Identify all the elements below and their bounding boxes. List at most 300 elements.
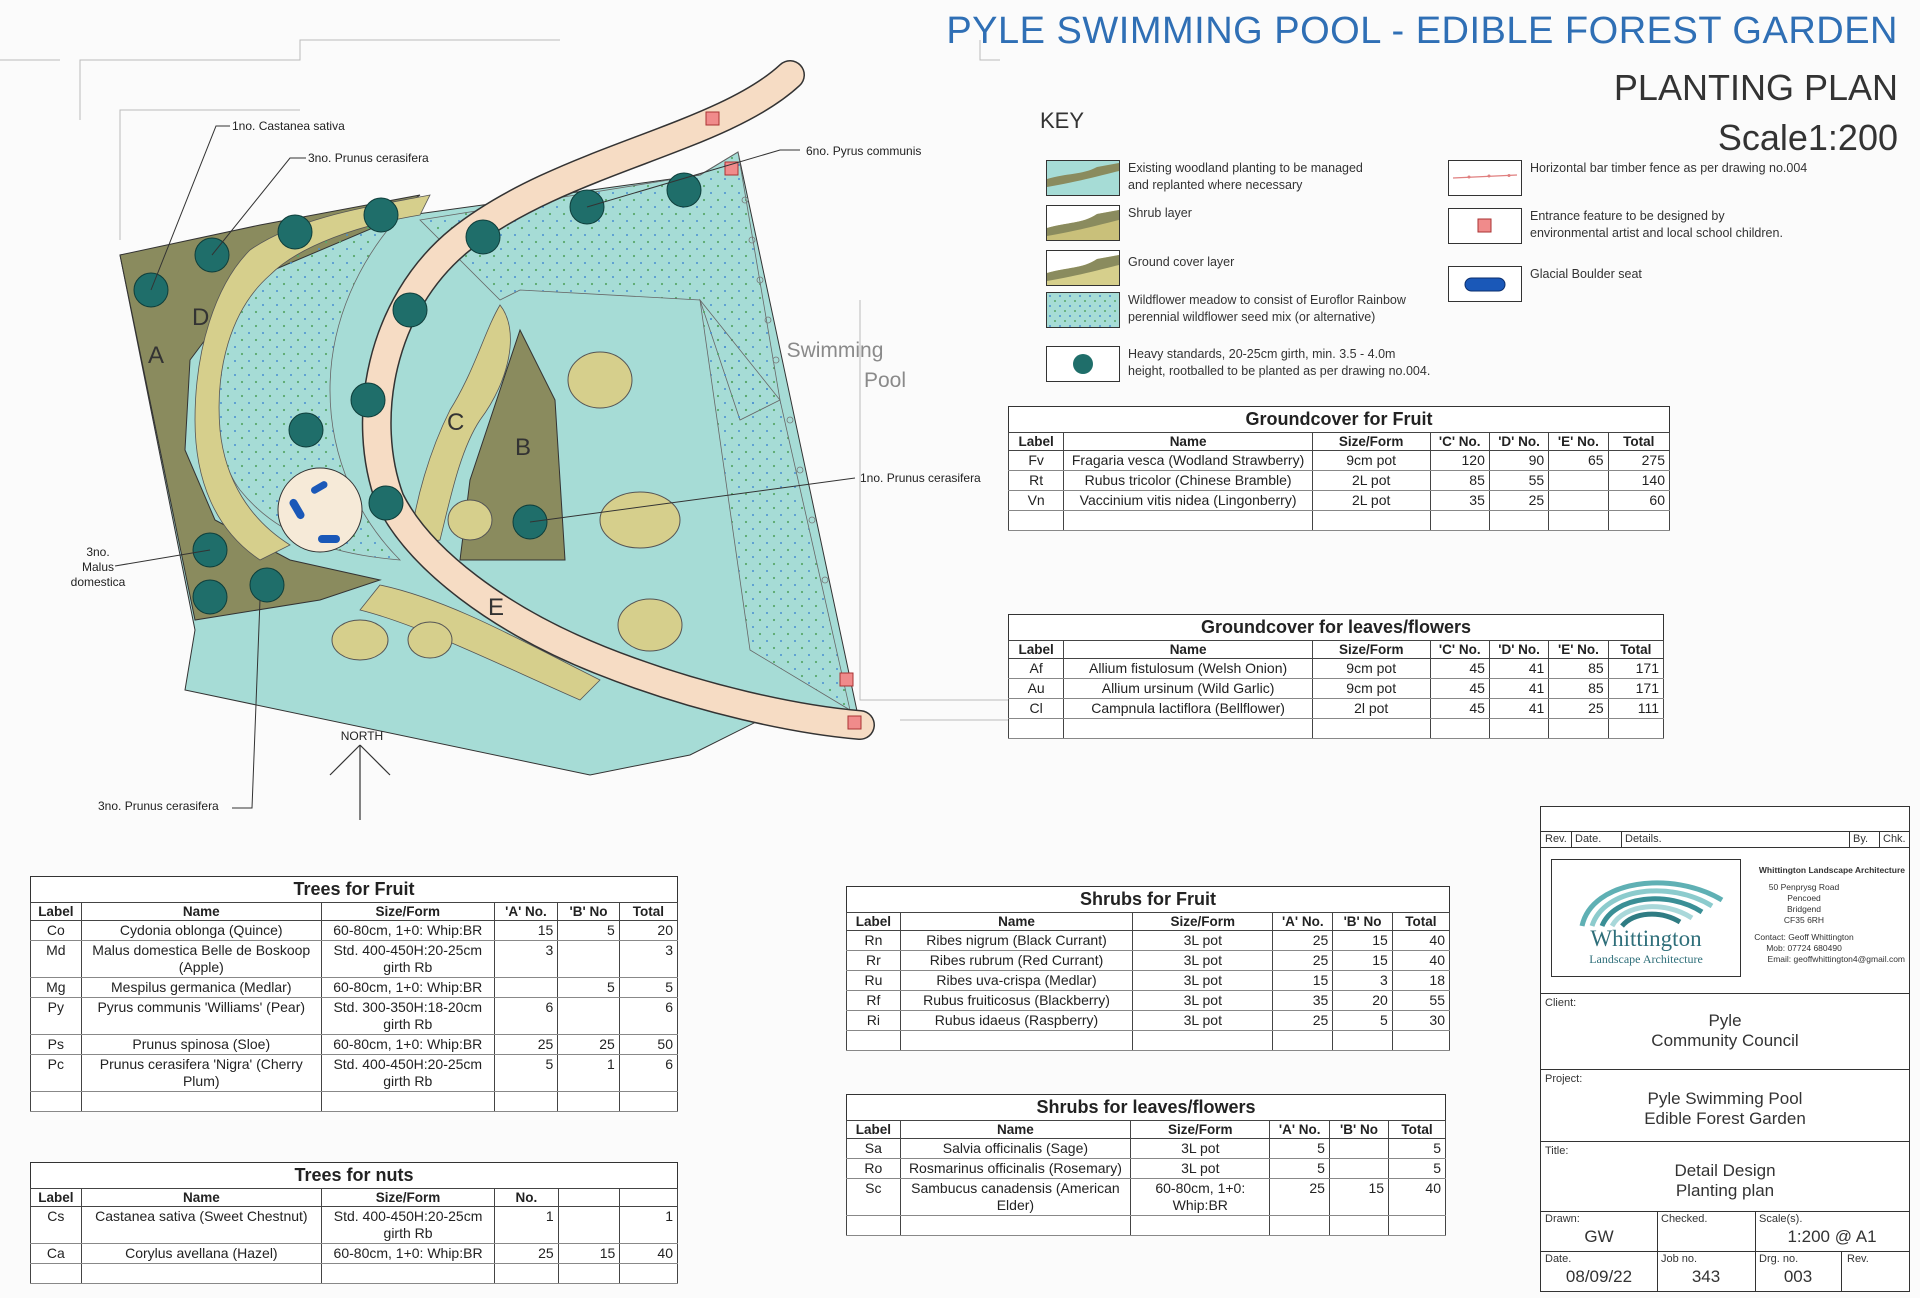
table-cell: 9cm pot — [1312, 451, 1430, 471]
table-cell: Std. 300-350H:18-20cm girth Rb — [321, 998, 494, 1035]
table-cell: 9cm pot — [1312, 659, 1430, 679]
key-item-woodland — [1046, 160, 1363, 196]
table-cell: Fv — [1009, 451, 1064, 471]
table-cell — [1329, 1139, 1388, 1159]
area-label-b: B — [515, 434, 532, 461]
table-cell: 85 — [1549, 659, 1608, 679]
table-cell: Sc — [847, 1179, 901, 1216]
table-cell — [1549, 491, 1608, 511]
table-cell: Std. 400-450H:20-25cm girth Rb — [321, 1055, 494, 1092]
table-cell: 60 — [1608, 491, 1669, 511]
table-cell: 9cm pot — [1312, 679, 1430, 699]
table-cell — [1312, 511, 1430, 531]
key-item-entrance — [1448, 208, 1783, 244]
col-header: Label — [31, 1189, 82, 1207]
address-line: Bridgend — [1786, 904, 1822, 914]
table-cell: 25 — [1270, 1179, 1330, 1216]
table-cell: 5 — [1270, 1159, 1330, 1179]
table-cell: Malus domestica Belle de Boskoop (Apple) — [81, 941, 321, 978]
key-swatch-fence — [1448, 160, 1522, 196]
area-label-e: E — [488, 594, 505, 621]
table-cell: Ribes nigrum (Black Currant) — [900, 931, 1132, 951]
table-cell: Md — [31, 941, 82, 978]
col-header: Label — [1009, 433, 1064, 451]
table-cell: 41 — [1489, 679, 1548, 699]
table-cell: Vaccinium vitis nidea (Lingonberry) — [1064, 491, 1313, 511]
key-text-standards-1: Heavy standards, 20-25cm girth, min. 3.5 - 4.0m — [1128, 347, 1396, 361]
table-cell — [321, 1092, 494, 1112]
table-cell — [900, 1031, 1132, 1051]
shrub-blob — [600, 492, 680, 548]
key-text-woodland-2: and replanted where necessary — [1128, 178, 1303, 192]
table-cell: 90 — [1489, 451, 1548, 471]
table-cell: 3L pot — [1131, 1139, 1270, 1159]
table-cell: 35 — [1430, 491, 1489, 511]
table-cell: 3L pot — [1133, 971, 1273, 991]
table-cell: 25 — [1489, 491, 1548, 511]
table-row — [847, 931, 1450, 951]
table-row — [31, 1055, 678, 1092]
date-label: Date. — [1545, 1253, 1572, 1265]
table-row — [1009, 511, 1670, 531]
table-cell: 5 — [1389, 1159, 1446, 1179]
shrub-blob — [448, 500, 492, 540]
table-shrubs-fruit — [846, 886, 1450, 1051]
table-row — [1009, 491, 1670, 511]
callout-pyrus: 6no. Pyrus communis — [806, 144, 922, 158]
project-name-2: Edible Forest Garden — [1644, 1109, 1806, 1128]
table-cell: 1 — [558, 1055, 620, 1092]
table-cell — [900, 1216, 1130, 1236]
table-cell: 45 — [1430, 659, 1489, 679]
rev-label: Rev. — [1847, 1253, 1869, 1265]
col-header — [558, 1189, 620, 1207]
client-label: Client: — [1545, 997, 1577, 1009]
table-cell: 25 — [494, 1035, 558, 1055]
table-cell — [558, 941, 620, 978]
table-cell: Rubus idaeus (Raspberry) — [900, 1011, 1132, 1031]
title-name-1: Detail Design — [1674, 1161, 1776, 1180]
client-name-2: Community Council — [1651, 1031, 1799, 1050]
table-cell: 50 — [619, 1035, 677, 1055]
drawn-label: Drawn: — [1545, 1213, 1580, 1225]
table-cell: 60-80cm, 1+0: Whip:BR — [321, 1035, 494, 1055]
col-header: Name — [1064, 433, 1313, 451]
table-row — [31, 1244, 678, 1264]
table-cell: 40 — [620, 1244, 678, 1264]
table-cell — [1430, 719, 1489, 739]
table-cell — [558, 1207, 620, 1244]
col-header: 'B' No — [1333, 913, 1393, 931]
callout-castanea: 1no. Castanea sativa — [232, 119, 345, 133]
entrance-feature — [706, 112, 719, 125]
table-cell — [81, 1264, 321, 1284]
table-cell — [1549, 471, 1608, 491]
table-cell: 2L pot — [1312, 471, 1430, 491]
table-cell: 1 — [620, 1207, 678, 1244]
table-cell — [1489, 719, 1548, 739]
table-cell: Fragaria vesca (Wodland Strawberry) — [1064, 451, 1313, 471]
key-item-fence — [1448, 160, 1807, 196]
callout-malus-2: Malus — [81, 560, 115, 574]
col-header: Size/Form — [1312, 433, 1430, 451]
key-text-standards-2: height, rootballed to be planted as per drawing no.004. — [1128, 364, 1431, 378]
callout-malus-1: 3no. — [86, 545, 110, 559]
north-arrow — [330, 745, 390, 820]
table-row — [31, 921, 678, 941]
table-cell: 275 — [1608, 451, 1669, 471]
table-cell: 20 — [1333, 991, 1393, 1011]
table-trees-nuts — [30, 1162, 678, 1284]
table-cell: 41 — [1489, 659, 1548, 679]
col-header: Total — [1392, 913, 1449, 931]
table-cell: 3L pot — [1131, 1159, 1270, 1179]
table-cell: Campnula lactiflora (Bellflower) — [1064, 699, 1313, 719]
col-header: Size/Form — [1131, 1121, 1270, 1139]
shrub-blob — [568, 352, 632, 408]
table-cell: Ps — [31, 1035, 82, 1055]
company-logo — [1551, 859, 1741, 977]
table-row — [1009, 451, 1670, 471]
company-details — [1737, 865, 1905, 965]
table-cell: 5 — [1333, 1011, 1393, 1031]
col-header: Size/Form — [321, 903, 494, 921]
table-cell: Af — [1009, 659, 1064, 679]
table-cell — [558, 998, 620, 1035]
table-cell: 3 — [619, 941, 677, 978]
table-row — [847, 1031, 1450, 1051]
table-cell: 5 — [619, 978, 677, 998]
title-name-2: Planting plan — [1675, 1181, 1775, 1200]
table-cell — [558, 1092, 620, 1112]
title-label: Title: — [1545, 1145, 1569, 1157]
table-cell: Salvia officinalis (Sage) — [900, 1139, 1130, 1159]
col-header: Name — [81, 1189, 321, 1207]
table-cell: Mg — [31, 978, 82, 998]
table-cell: Allium ursinum (Wild Garlic) — [1064, 679, 1313, 699]
company-name: Whittington Landscape Architecture — [1758, 865, 1905, 875]
table-cell — [322, 1264, 495, 1284]
area-label-a: A — [148, 342, 165, 369]
table-cell: 140 — [1608, 471, 1669, 491]
table-cell — [1608, 719, 1663, 739]
table-cell — [1608, 511, 1669, 531]
table-cell: 120 — [1430, 451, 1489, 471]
table-cell — [1009, 511, 1064, 531]
table-cell — [81, 1092, 321, 1112]
shrub-blob — [618, 599, 682, 651]
table-cell: Pyrus communis 'Williams' (Pear) — [81, 998, 321, 1035]
table-cell: Rosmarinus officinalis (Rosemary) — [900, 1159, 1130, 1179]
table-row — [1009, 699, 1664, 719]
table-row — [847, 951, 1450, 971]
drg-label: Drg. no. — [1759, 1253, 1799, 1265]
table-row — [31, 1035, 678, 1055]
key-text-meadow-1: Wildflower meadow to consist of Euroflor Rainbow — [1128, 293, 1406, 307]
col-header: Size/Form — [322, 1189, 495, 1207]
table-cell: 55 — [1489, 471, 1548, 491]
table-cell: Cl — [1009, 699, 1064, 719]
shrub-blob — [332, 620, 388, 660]
table-cell: 2L pot — [1312, 491, 1430, 511]
table-row — [847, 1139, 1446, 1159]
table-cell: 20 — [619, 921, 677, 941]
table-cell: 171 — [1608, 679, 1663, 699]
table-groundcover-leaves — [1008, 614, 1664, 739]
pool-label-line2: Pool — [863, 369, 907, 392]
table-title: Groundcover for Fruit — [1008, 406, 1670, 432]
drawn-value: GW — [1584, 1227, 1614, 1246]
key-item-boulder — [1448, 266, 1642, 302]
rev-header: Date. — [1575, 833, 1602, 845]
contact-mobile: Mob: 07724 680490 — [1766, 943, 1842, 953]
table-cell: 15 — [1333, 931, 1393, 951]
table-row — [847, 1216, 1446, 1236]
col-header: Total — [1608, 433, 1669, 451]
table-cell: 6 — [494, 998, 558, 1035]
table-cell — [31, 1092, 82, 1112]
table-cell — [1389, 1216, 1446, 1236]
col-header: 'A' No. — [1270, 1121, 1330, 1139]
col-header: 'A' No. — [1273, 913, 1333, 931]
entrance-feature — [848, 716, 861, 729]
key-item-standards — [1046, 346, 1430, 382]
table-cell — [495, 1264, 559, 1284]
table-cell — [1270, 1216, 1330, 1236]
table-cell: 60-80cm, 1+0: Whip:BR — [321, 978, 494, 998]
col-header: Label — [847, 1121, 901, 1139]
title-block-header — [946, 10, 1898, 159]
table-cell: Au — [1009, 679, 1064, 699]
table-cell: 3L pot — [1133, 991, 1273, 1011]
table-cell: Rt — [1009, 471, 1064, 491]
key-item-groundcover — [1046, 250, 1234, 286]
table-cell: 1 — [495, 1207, 559, 1244]
boulder-seat — [318, 535, 340, 543]
project-label: Project: — [1545, 1073, 1583, 1085]
table-cell: Vn — [1009, 491, 1064, 511]
table-cell: 25 — [495, 1244, 559, 1264]
table-cell: 85 — [1430, 471, 1489, 491]
table-row — [1009, 679, 1664, 699]
table-cell: 3 — [494, 941, 558, 978]
project-name-1: Pyle Swimming Pool — [1647, 1089, 1803, 1108]
table-cell: 6 — [619, 998, 677, 1035]
table-row — [1009, 659, 1664, 679]
table-cell — [494, 1092, 558, 1112]
col-header: 'B' No — [1329, 1121, 1388, 1139]
table-cell — [494, 978, 558, 998]
table-cell: Prunus cerasifera 'Nigra' (Cherry Plum) — [81, 1055, 321, 1092]
table-cell — [619, 1092, 677, 1112]
north-label: NORTH — [340, 729, 384, 743]
pool-label-line1: Swimming — [786, 339, 884, 362]
table-cell: Ca — [31, 1244, 82, 1264]
table-cell — [1273, 1031, 1333, 1051]
table-title: Shrubs for leaves/flowers — [846, 1094, 1446, 1120]
key-swatch-shrub — [1046, 205, 1120, 241]
col-header: Name — [900, 1121, 1130, 1139]
table-title: Trees for Fruit — [30, 876, 678, 902]
table-cell: 60-80cm, 1+0: Whip:BR — [321, 921, 494, 941]
table-title: Shrubs for Fruit — [846, 886, 1450, 912]
col-header: 'E' No. — [1549, 641, 1608, 659]
table-cell — [1064, 719, 1313, 739]
table-cell: Std. 400-450H:20-25cm girth Rb — [322, 1207, 495, 1244]
table-cell: Mespilus germanica (Medlar) — [81, 978, 321, 998]
key-text-entrance-2: environmental artist and local school children. — [1530, 226, 1783, 240]
job-label: Job no. — [1661, 1253, 1698, 1265]
shrub-blob — [408, 622, 452, 658]
area-label-d: D — [192, 304, 210, 331]
scale-label: Scale(s). — [1759, 1213, 1803, 1225]
table-cell: Cs — [31, 1207, 82, 1244]
key-text-fence: Horizontal bar timber fence as per drawing no.004 — [1530, 161, 1808, 175]
table-cell — [31, 1264, 82, 1284]
col-header: No. — [495, 1189, 559, 1207]
table-cell: 25 — [1273, 1011, 1333, 1031]
table-cell: 25 — [1273, 931, 1333, 951]
table-cell — [1489, 511, 1548, 531]
table-cell: Rubus fruiticosus (Blackberry) — [900, 991, 1132, 1011]
scale-value: 1:200 @ A1 — [1787, 1227, 1877, 1246]
col-header: Size/Form — [1133, 913, 1273, 931]
table-cell — [847, 1031, 901, 1051]
table-cell: 40 — [1392, 951, 1449, 971]
table-cell — [558, 1264, 620, 1284]
rev-header: By. — [1853, 833, 1869, 845]
table-row — [847, 1011, 1450, 1031]
rev-header: Rev. — [1545, 833, 1567, 845]
table-cell — [1430, 511, 1489, 531]
col-header: 'A' No. — [494, 903, 558, 921]
table-groundcover-fruit — [1008, 406, 1670, 531]
table-cell: 6 — [619, 1055, 677, 1092]
table-cell — [1329, 1216, 1388, 1236]
table-cell: 35 — [1273, 991, 1333, 1011]
col-header: Total — [1389, 1121, 1446, 1139]
col-header: Label — [847, 913, 901, 931]
table-cell: 5 — [558, 921, 620, 941]
table-row — [847, 1179, 1446, 1216]
table-cell — [1312, 719, 1430, 739]
table-cell: 60-80cm, 1+0: Whip:BR — [322, 1244, 495, 1264]
table-row — [1009, 471, 1670, 491]
col-header: Total — [1608, 641, 1663, 659]
table-cell: 40 — [1389, 1179, 1446, 1216]
table-row — [31, 1264, 678, 1284]
callout-prunus-top: 3no. Prunus cerasifera — [308, 151, 429, 165]
table-cell: Corylus avellana (Hazel) — [81, 1244, 321, 1264]
table-cell: 5 — [494, 1055, 558, 1092]
rev-header: Details. — [1625, 833, 1662, 845]
key-swatch-groundcover — [1046, 250, 1120, 286]
checked-label: Checked. — [1661, 1213, 1708, 1225]
col-header — [620, 1189, 678, 1207]
table-row — [31, 1092, 678, 1112]
callout-prunus-right: 1no. Prunus cerasifera — [860, 471, 981, 485]
key-item-meadow — [1046, 292, 1406, 328]
table-cell — [1131, 1216, 1270, 1236]
table-row — [31, 978, 678, 998]
table-cell: Sambucus canadensis (American Elder) — [900, 1179, 1130, 1216]
table-cell — [1549, 511, 1608, 531]
col-header: 'D' No. — [1489, 641, 1548, 659]
col-header: Name — [81, 903, 321, 921]
area-label-c: C — [447, 409, 465, 436]
callout-prunus-bottom: 3no. Prunus cerasifera — [98, 799, 219, 813]
table-cell: Cydonia oblonga (Quince) — [81, 921, 321, 941]
table-cell: 60-80cm, 1+0: Whip:BR — [1131, 1179, 1270, 1216]
table-title: Trees for nuts — [30, 1162, 678, 1188]
table-cell: 15 — [1333, 951, 1393, 971]
col-header: Name — [900, 913, 1132, 931]
key-swatch-standards — [1046, 346, 1120, 382]
table-cell: Ri — [847, 1011, 901, 1031]
col-header: Name — [1064, 641, 1313, 659]
key-text-meadow-2: perennial wildflower seed mix (or alternative) — [1128, 310, 1376, 324]
site-plan — [0, 0, 1010, 820]
table-cell: 3L pot — [1133, 931, 1273, 951]
table-cell: 55 — [1392, 991, 1449, 1011]
table-cell: 15 — [558, 1244, 620, 1264]
table-cell: 15 — [1273, 971, 1333, 991]
key-item-shrub — [1046, 205, 1192, 241]
rev-header: Chk. — [1883, 833, 1906, 845]
table-cell: 3 — [1333, 971, 1393, 991]
table-cell: 111 — [1608, 699, 1663, 719]
table-cell: Ro — [847, 1159, 901, 1179]
table-cell — [1392, 1031, 1449, 1051]
col-header: Size/Form — [1312, 641, 1430, 659]
col-header: 'B' No — [558, 903, 620, 921]
contact-email: Email: geoffwhittington4@gmail.com — [1767, 954, 1905, 964]
table-cell: Rubus tricolor (Chinese Bramble) — [1064, 471, 1313, 491]
col-header: Label — [31, 903, 82, 921]
table-cell: 45 — [1430, 699, 1489, 719]
table-cell: Sa — [847, 1139, 901, 1159]
table-cell: 41 — [1489, 699, 1548, 719]
key-swatch-boulder — [1448, 266, 1522, 302]
col-header: Label — [1009, 641, 1064, 659]
col-header: 'E' No. — [1549, 433, 1608, 451]
table-row — [847, 991, 1450, 1011]
table-cell — [1009, 719, 1064, 739]
table-cell: 5 — [1270, 1139, 1330, 1159]
table-row — [31, 998, 678, 1035]
drawing-title: PYLE SWIMMING POOL - EDIBLE FOREST GARDEN — [946, 10, 1898, 52]
table-cell: Rn — [847, 931, 901, 951]
table-cell: 85 — [1549, 679, 1608, 699]
table-cell: 3L pot — [1133, 1011, 1273, 1031]
table-title: Groundcover for leaves/flowers — [1008, 614, 1664, 640]
table-cell: 3L pot — [1133, 951, 1273, 971]
col-header: 'D' No. — [1489, 433, 1548, 451]
table-cell — [1133, 1031, 1273, 1051]
address-line: Pencoed — [1787, 893, 1821, 903]
job-value: 343 — [1691, 1267, 1721, 1286]
table-cell: Ribes uva-crispa (Medlar) — [900, 971, 1132, 991]
key-swatch-entrance — [1448, 208, 1522, 244]
key-text-boulder: Glacial Boulder seat — [1530, 267, 1642, 281]
logo-wordmark: Whittington — [1590, 926, 1702, 951]
table-cell: Rf — [847, 991, 901, 1011]
col-header: Total — [619, 903, 677, 921]
table-row — [847, 971, 1450, 991]
table-cell: 5 — [558, 978, 620, 998]
drawing-scale: Scale1:200 — [1717, 117, 1898, 158]
table-cell: Pc — [31, 1055, 82, 1092]
